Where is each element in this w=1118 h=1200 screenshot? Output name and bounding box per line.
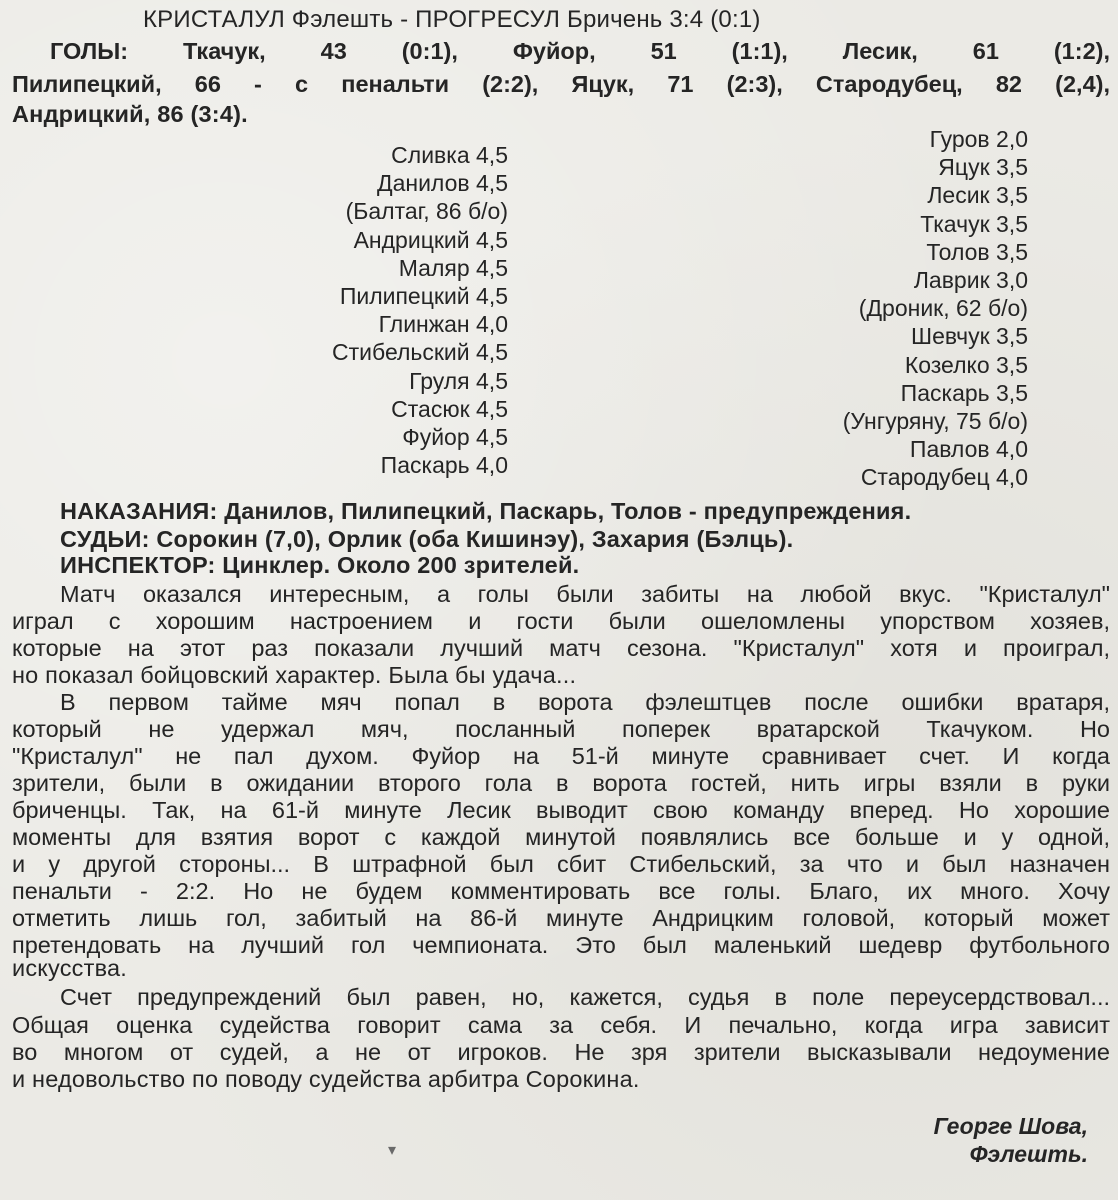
article-line: которые на этот раз показали лучший матч сезона. "Кристалул" хотя и проиграл,: [12, 635, 1110, 661]
article-line: и у другой стороны... В штрафной был сбит Стибельский, за что и был назначен: [12, 851, 1110, 877]
away-player: Толов 3,5: [926, 238, 1028, 265]
article-line: во многом от судей, а не от игроков. Не зря зрители высказывали недоумение: [12, 1039, 1110, 1065]
author-place: Фэлешть.: [969, 1141, 1088, 1167]
article-line: моменты для взятия ворот с каждой минутой появлялись все больше и у одной,: [12, 824, 1110, 850]
article-line: претендовать на лучший гол чемпионата. Это был маленький шедевр футбольного: [12, 932, 1110, 958]
away-player: Паскарь 3,5: [900, 379, 1028, 406]
home-player: Сливка 4,5: [391, 142, 508, 168]
article-line: но показал бойцовский характер. Была бы удача...: [12, 662, 577, 688]
goals-line-3: Андрицкий, 86 (3:4).: [12, 101, 248, 127]
article-line: и недовольство по поводу судейства арбитра Сорокина.: [12, 1066, 640, 1092]
referees-line: СУДЬИ: Сорокин (7,0), Орлик (оба Кишинэу), Захария (Бэлць).: [60, 526, 794, 552]
article-line: пенальти - 2:2. Но не будем комментировать все голы. Благо, их много. Хочу: [12, 878, 1110, 904]
penalties-line: НАКАЗАНИЯ: Данилов, Пилипецкий, Паскарь, Толов - предупреждения.: [60, 498, 912, 524]
away-lineup: [843, 125, 1028, 492]
home-lineup: [332, 141, 508, 479]
article-line: играл с хорошим настроением и гости были ошеломлены упорством хозяев,: [12, 608, 1110, 634]
article-line: Счет предупреждений был равен, но, кажется, судья в поле переусердствовал...: [60, 984, 1110, 1010]
home-player: Данилов 4,5: [377, 170, 508, 197]
article-line: Общая оценка судейства говорит сама за себя. И печально, когда игра зависит: [12, 1012, 1110, 1038]
away-player: Лаврик 3,0: [913, 267, 1028, 294]
home-player: Стибельский 4,5: [332, 339, 508, 366]
article-line: В первом тайме мяч попал в ворота фэлештцев после ошибки вратаря,: [60, 689, 1110, 715]
home-player: Фуйор 4,5: [402, 424, 508, 451]
home-player: Паскарь 4,0: [380, 452, 508, 479]
away-player: (Унгуряну, 75 б/о): [842, 408, 1028, 435]
away-player: Ткачук 3,5: [920, 210, 1028, 237]
goals-line-2: Пилипецкий, 66 - с пенальти (2:2), Яцук, 71 (2:3), Стародубец, 82 (2,4),: [12, 71, 1110, 97]
print-mark-icon: ▾: [388, 1142, 397, 1159]
away-player: (Дроник, 62 б/о): [858, 295, 1028, 322]
home-player: Груля 4,5: [409, 367, 508, 394]
home-player: Маляр 4,5: [398, 254, 508, 281]
away-player: Яцук 3,5: [938, 154, 1028, 181]
article-line: искусства.: [12, 955, 127, 981]
article-line: зрители, были в ожидании второго гола в ворота гостей, нить игры взяли в руки: [12, 770, 1110, 796]
article-line: Матч оказался интересным, а голы были забиты на любой вкус. "Кристалул": [60, 581, 1110, 607]
article-line: бриченцы. Так, на 61-й минуте Лесик выводит свою команду вперед. Но хорошие: [12, 797, 1110, 823]
away-player: Гуров 2,0: [929, 126, 1028, 152]
article-line: "Кристалул" не пал духом. Фуйор на 51-й минуте сравнивает счет. И когда: [12, 743, 1110, 769]
inspector-line: ИНСПЕКТОР: Цинклер. Около 200 зрителей.: [60, 552, 580, 578]
match-title: КРИСТАЛУЛ Фэлешть - ПРОГРЕСУЛ Бричень 3:4 (0:1): [143, 6, 761, 33]
article-line: отметить лишь гол, забитый на 86-й минуте Андрицким головой, который может: [12, 905, 1110, 931]
away-player: Стародубец 4,0: [860, 464, 1028, 491]
author-name: Георге Шова,: [933, 1113, 1088, 1139]
home-player: Пилипецкий 4,5: [339, 283, 508, 310]
article-line: который не удержал мяч, посланный поперек вратарской Ткачуком. Но: [12, 716, 1110, 742]
away-player: Козелко 3,5: [904, 351, 1028, 378]
home-player: Глинжан 4,0: [378, 311, 508, 338]
away-player: Лесик 3,5: [927, 182, 1028, 209]
away-player: Шевчук 3,5: [911, 323, 1028, 350]
home-player: Андрицкий 4,5: [353, 226, 508, 253]
author-signature: [934, 1112, 1088, 1168]
goals-line-1: ГОЛЫ: Ткачук, 43 (0:1), Фуйор, 51 (1:1), Лесик, 61 (1:2),: [50, 38, 1110, 64]
home-player: (Балтаг, 86 б/о): [345, 198, 508, 225]
home-player: Стасюк 4,5: [391, 395, 508, 422]
away-player: Павлов 4,0: [909, 436, 1028, 463]
